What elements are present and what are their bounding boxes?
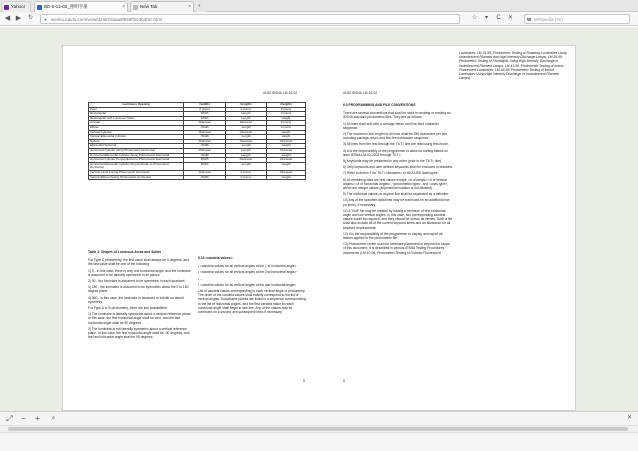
table-cell: -Diameter <box>184 139 225 144</box>
table-cell: -Length <box>225 125 266 130</box>
table-cell: -Height <box>266 153 305 158</box>
right-page-header: ANSI IESNA LM-63-02 <box>343 91 378 95</box>
table-cell: Vertical Cylinder <box>89 130 184 135</box>
table-cell: Height <box>266 116 305 121</box>
table-cell: 0 (zero) <box>266 112 305 117</box>
viewer-toolbar <box>0 411 638 425</box>
paragraph: • <candela values for all vertical angles at the 1 st horizontal angle> <box>198 264 297 269</box>
tab-document[interactable]: BD-5-12-02_照明手册 × <box>34 1 128 12</box>
table-cell: -Length <box>225 135 266 140</box>
table-cell: Length <box>225 148 266 153</box>
paragraph: • <candela values for all vertical angles at the last horizontal angle> <box>198 282 297 287</box>
paragraph: List of candela values corresponding to each vertical angle of photometry. The order of the candela values shall exactly correspond to the list of vertical angles. Successive planes are listed in a sequence corresponding to the list of horizontal angles, and the first candela value for each horizontal angle shall begin a new line. Any of the values may be continued on a second and subsequent lines if necessary. <box>198 289 306 315</box>
tab-bar <box>0 0 638 12</box>
paragraph: There are several conventions that shall be used in creating or reading an IESNA standard photometric files. They are as follows: <box>343 111 451 120</box>
page-spread <box>62 45 576 411</box>
forward-arrow-icon[interactable]: ▶ <box>15 15 22 22</box>
back-arrow-icon[interactable]: ◀ <box>4 15 11 22</box>
search-placeholder: Wikipedia (en) <box>534 17 563 22</box>
table-cell: Sphere <box>89 139 184 144</box>
url-text: wenku.baidu.com/view/d2a82daaa9f956ff2e3b4fac.html <box>51 17 162 22</box>
table-cell: 0 (zero) <box>225 107 266 112</box>
bookmark-star-icon[interactable]: ☆ <box>471 15 478 21</box>
table-cell: 0 (zero) <box>266 125 305 130</box>
table-cell: Length <box>225 112 266 117</box>
table-cell: -Width <box>184 153 225 158</box>
close-toolbar-icon[interactable]: ✕ <box>626 415 633 421</box>
table-cell: Horizontal Cylinder along Photometric Horizontal <box>89 148 184 153</box>
table-cell: -Diameter <box>184 121 225 126</box>
paragraph: For Type C photometry, the first value shall always be 0 degrees, and the last value shall be one of the following: <box>88 258 190 267</box>
table-cell: -Width <box>184 144 225 149</box>
close-tab-icon[interactable]: × <box>122 4 125 10</box>
dropdown-chevron-icon[interactable]: ▾ <box>484 15 488 21</box>
paragraph: 6) Only keywords and user defined keywords shall be enclosed in brackets. <box>343 165 453 170</box>
table-cell: Ellipse <box>89 125 184 130</box>
paragraph: Luminaires; LM-31-95, Photometric Testing of Roadway Luminaires Using Incandescent Filament and High Intensity Discharge Lamps; LM-35-89, Photometric Testing of Floodlights Using High Intensity Discharge or Incandescent Filament Lamps; LM-41-98, Photometric Testing of Indoor Fluorescent Luminaires; LM-46-98, Photometric Testing of Indoor Luminaires Using High Intensity Discharge or Incandescent Filament Lamps). <box>459 51 567 81</box>
right-column-1 <box>343 103 453 257</box>
table-cell: -Height <box>266 144 305 149</box>
table-cell: Vertical Ellipse Facing Photometric Horizontal <box>89 175 184 180</box>
table-cell: -Diameter <box>266 139 305 144</box>
table-cell: -Diameter <box>266 170 305 175</box>
table-header-cell: <height> <box>266 103 305 108</box>
close-tab-icon[interactable]: × <box>188 4 191 10</box>
table-cell: Ellipsoidal Spheroid <box>89 144 184 149</box>
paragraph: 11) A "Null" file may be created by having a minimum of one horizontal angle and two vertical angles. In this case, two corresponding candela values would be required, and they should be shown as zeroes. Such a file shall also include all of the current keyword items and an allowance for all keyword requirements. <box>343 208 453 230</box>
nav-toolbar <box>0 12 638 26</box>
table-cell: 0 (zero) <box>266 107 305 112</box>
search-input[interactable] <box>524 14 630 24</box>
middle-column <box>198 256 306 316</box>
table-cell: Width <box>184 162 225 170</box>
expand-icon[interactable]: ⤢ <box>6 414 13 423</box>
reload-icon[interactable]: ↻ <box>27 15 34 21</box>
left-page-header: ANSI IESNA LM-63-02 <box>263 91 298 95</box>
table-cell: -Diameter <box>184 170 225 175</box>
left-column <box>88 250 193 341</box>
paragraph: 3) 180 - the luminaire is assumed to be symmetric about the 0 to 180 degree plane. <box>88 285 189 294</box>
section-title: 6.0 PROGRAMMING AND FILE CONVENTIONS <box>343 103 416 107</box>
table-cell: Rectangular <box>89 112 184 117</box>
table-header-cell: <length> <box>225 103 266 108</box>
table-cell: Vertical Circle Facing Photometric Horizontal <box>89 170 184 175</box>
table-cell: -Diameter <box>266 148 305 153</box>
baidu-paw-icon <box>37 5 42 10</box>
paragraph: 13) Photometric center used for luminaire placement is beyond the scope of this document. It is described in various IESNA Testing Procedures documents (LM-10-96, Photometric Testing of Outdoor Fluorescent <box>343 242 450 255</box>
paragraph: • ... <box>198 276 203 281</box>
fit-page-icon[interactable]: ⌕ <box>51 415 56 422</box>
table-cell: Height <box>266 130 305 135</box>
paragraph: 2) The maximum line length for all lines shall be 256 characters per line including carriage-return and line-feed character sequence. <box>343 132 448 141</box>
tab-new-tab[interactable]: New Tab × <box>130 1 194 12</box>
paragraph: 7) Refer to Annex F for TILT=<filename> or INCLUDE data types. <box>343 171 439 176</box>
right-column-2 <box>459 51 567 82</box>
table-cell: Width <box>184 158 225 163</box>
table-cell: 0 (zero) <box>184 107 225 112</box>
stop-icon[interactable]: ✕ <box>507 15 514 21</box>
paragraph: 1) The luminaire is laterally symmetric about a vertical reference plane. In this case, the first horizontal angle shall be zero, and the last horizontal angle shall be 90 degrees. <box>88 312 192 325</box>
paragraph: 2) 90 - the luminaire is assumed to be symmetric in each quadrant. <box>88 279 186 284</box>
table-header-cell: <width> <box>184 103 225 108</box>
table-cell: -Width <box>184 135 225 140</box>
zoom-out-icon[interactable]: − <box>21 414 26 423</box>
section-title: 5.16 <candela values> <box>198 256 233 260</box>
table-cell: -Diameter <box>225 139 266 144</box>
table-cell: Length <box>225 153 266 158</box>
new-tab-button[interactable]: + <box>196 1 206 12</box>
table-cell: Length <box>225 116 266 121</box>
paragraph: 9) The individual values on anyone line shall be separated by a delimiter. <box>343 192 450 197</box>
table-cell: -Length <box>225 144 266 149</box>
table-cell: -Height <box>266 162 305 170</box>
table-cell: -Diameter <box>184 148 225 153</box>
table-cell: 0 (zero) <box>225 170 266 175</box>
wikipedia-icon: W <box>527 17 532 22</box>
paragraph: 2) The luminaire is not laterally symmetric about a vertical reference plane. In this case, the first horizontal angle shall be -90 degrees, and the last horizontal angle shall be 90 degrees. <box>88 326 190 340</box>
yahoo-menu-button[interactable]: Yahoo! <box>1 1 31 12</box>
paragraph: 1) All lines shall end with a carriage-return and line-feed character sequence. <box>343 121 439 130</box>
table-cell: Horizontal Ellipsoidal Cylinder Perpendicular to Photometric Horizontal <box>89 162 184 170</box>
site-identity-icon: ● <box>44 17 47 22</box>
table-cell: -Length <box>225 162 266 170</box>
table-cell: -Diameter <box>184 130 225 135</box>
left-page-number: 5 <box>303 379 305 383</box>
status-bar <box>0 432 638 451</box>
table-header-cell: Luminous Opening <box>89 103 184 108</box>
paragraph: For Type A or B photometry, there are two possibilities: <box>88 306 168 311</box>
right-page-number: 6 <box>343 379 345 383</box>
table-cell: -Diameter <box>225 130 266 135</box>
zoom-in-icon[interactable]: + <box>35 414 40 423</box>
yahoo-icon <box>4 5 9 10</box>
refresh-icon[interactable]: C <box>496 15 501 21</box>
paragraph: 10) Any of the specified data lines may be continued on an additional line (or lines), if necessary. <box>343 198 450 207</box>
table-cell: Rectangular with Luminous Sides <box>89 116 184 121</box>
paragraph: 4) 360 - in this case, the luminaire is assumed to exhibit no lateral symmetry. <box>88 295 184 304</box>
table-cell: -Diameter <box>225 158 266 163</box>
table-row <box>89 175 306 180</box>
document-viewer[interactable] <box>0 27 638 411</box>
table-cell: Height <box>266 135 305 140</box>
table-caption: Table 1: Shapes of Luminous Areas and Solids <box>88 250 162 254</box>
table-cell: Horizontal Ellipsoidal Cylinder Along Photometric Horizontal <box>89 153 184 158</box>
table-cell: -Width <box>184 125 225 130</box>
table-cell: Vertical Ellipsoidal Cylinder <box>89 135 184 140</box>
page-icon <box>133 5 138 10</box>
table-cell: -Diameter <box>266 158 305 163</box>
paragraph: • <candela values for all vertical angles at the 2nd horizontal angle> <box>198 270 297 275</box>
table-cell: Horizontal Cylinder Perpendicular to Photometric Horizontal <box>89 158 184 163</box>
table-cell: -Height <box>266 175 305 180</box>
paragraph: 12) It is the responsibility of the programmer to display and report all factors applied to the photometric file. <box>343 231 443 241</box>
address-bar[interactable] <box>40 14 460 24</box>
table-cell: Width <box>184 112 225 117</box>
table-cell: 0 (zero) <box>266 121 305 126</box>
luminous-shapes-table <box>88 102 306 180</box>
scrollbar-thumb[interactable] <box>8 427 628 431</box>
table-cell: -Width <box>184 175 225 180</box>
paragraph: 4) It is the responsibility of the programmer to allow for trailing blanks on lines IESNA:LM-63-2002 through TILT=. <box>343 148 448 157</box>
paragraph: 1) 0 - In this case, there is only one horizontal angle, and the luminaire is assumed to be laterally symmetric in all planes. <box>88 268 191 277</box>
table-cell: Circular <box>89 121 184 126</box>
horizontal-scrollbar[interactable] <box>0 425 638 432</box>
table-cell: 0 (zero) <box>225 175 266 180</box>
paragraph: 3) All lines from the first through the TILT= line are read using text-mode. <box>343 142 449 147</box>
paragraph: 5) Keywords may be presented in any order (prior to the TILT= line). <box>343 159 443 164</box>
table-cell: Point <box>89 107 184 112</box>
table-cell: Width <box>184 116 225 121</box>
table-cell: -Diameter <box>225 121 266 126</box>
paragraph: 8) All remaining data are real values except: <# of lamps>,<# of vertical angles>,<# of horizontal angles>, <photometric type>, and <units type>, which are integer values (exponential notation is not allowed). <box>343 177 448 191</box>
